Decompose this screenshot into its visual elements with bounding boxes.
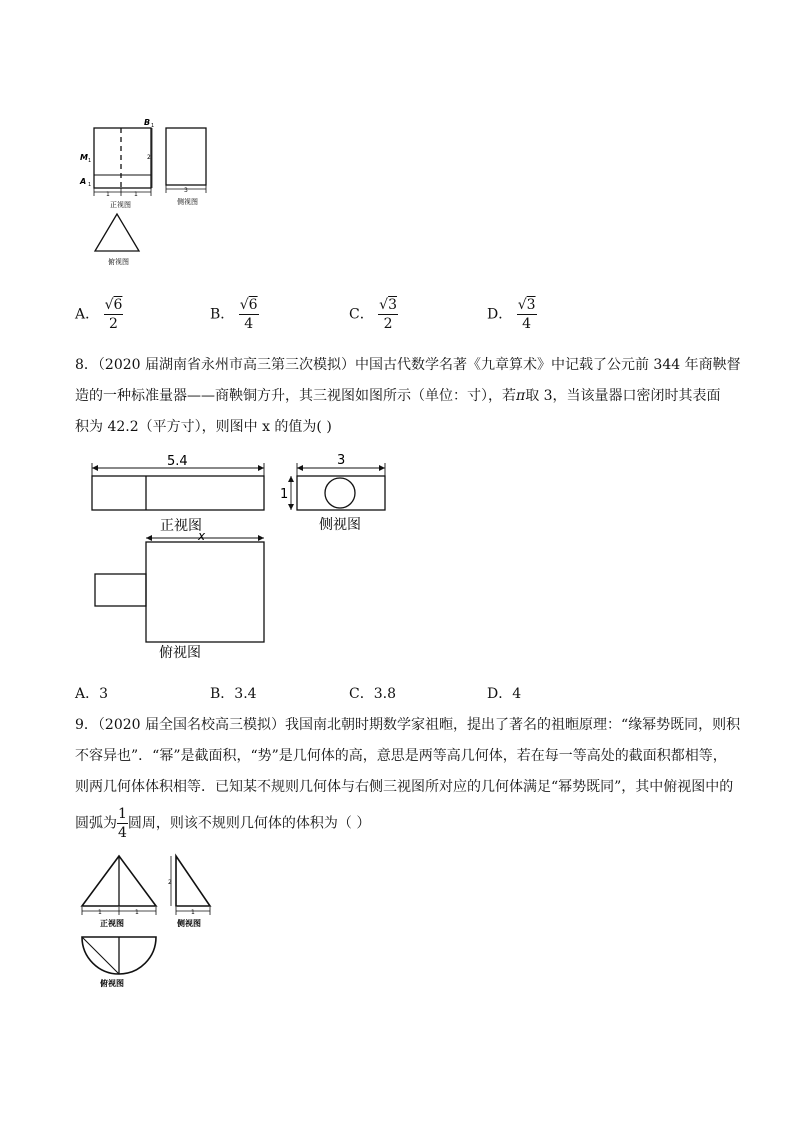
q7-front-caption: 正视图 — [110, 201, 131, 209]
q9-frac-num: 1 — [118, 806, 127, 822]
q7-option-d-letter: D． — [487, 306, 513, 323]
q8-three-view-figure — [88, 452, 398, 666]
q8-side-view-circle — [325, 478, 355, 508]
q9-front-caption: 正视图 — [100, 919, 124, 928]
q7-label-m1: M — [80, 153, 88, 162]
q7-option-b[interactable] — [210, 296, 259, 333]
q7-side-dim-label: 3 — [184, 187, 188, 194]
q8-top-caption: 俯视图 — [159, 645, 201, 661]
q8-height-label: 1 — [280, 487, 289, 502]
q7-option-a-radicand: 6 — [113, 297, 123, 313]
q7-option-c-den: 2 — [383, 316, 393, 332]
q8-option-d[interactable] — [487, 687, 521, 701]
q8-option-a-letter: A． — [75, 686, 100, 702]
q7-label-a1: A — [80, 177, 87, 186]
q8-option-b[interactable] — [210, 687, 257, 701]
q7-front-dim-label: 1 — [106, 191, 110, 198]
q8-option-b-value: 3.4 — [234, 686, 257, 702]
q8-line-3: 积为 42.2（平方寸），则图中 x 的值为( ) — [75, 419, 332, 435]
q8-side-caption: 侧视图 — [319, 517, 361, 533]
q8-top-view-rect — [146, 542, 264, 642]
q7-label-a1-sub: 1 — [88, 182, 92, 188]
sqrt-symbol: √ — [239, 297, 249, 313]
sqrt-symbol: √ — [104, 297, 114, 313]
sqrt-symbol: √ — [517, 297, 527, 313]
q8-top-len-label: x — [198, 529, 206, 543]
q7-three-view-figure — [78, 112, 228, 272]
q8-line-2b: 取 3，当该量器口密闭时其表面 — [525, 388, 721, 404]
q7-option-a-letter: A． — [75, 306, 100, 323]
q7-option-d-radicand: 3 — [526, 297, 536, 313]
q9-front-dim2-label: 1 — [135, 909, 139, 916]
q8-option-d-value: 4 — [512, 686, 522, 702]
q7-option-b-den: 4 — [244, 316, 254, 332]
q9-line-3: 则两几何体体积相等．已知某不规则几何体与右侧三视图所对应的几何体满足“幂势既同”，其中俯视图中的 — [75, 779, 734, 795]
q7-option-c-radicand: 3 — [388, 297, 398, 313]
q7-label-b1: B — [144, 118, 151, 127]
q7-side-view-rect — [166, 128, 206, 185]
q7-option-b-letter: B． — [210, 306, 235, 323]
q8-option-a[interactable] — [75, 687, 108, 701]
q9-side-caption: 侧视图 — [177, 919, 201, 928]
q7-option-a[interactable] — [75, 296, 123, 333]
q7-label-m1-sub: 1 — [88, 158, 92, 164]
q7-front-view-rect — [94, 128, 151, 188]
q7-front-dim2-label: 1 — [134, 191, 138, 198]
q7-option-c-letter: C． — [349, 306, 374, 323]
q9-line-4 — [75, 805, 370, 842]
q9-height-label: 2 — [168, 879, 172, 886]
q8-line-1: 8．（2020 届湖南省永州市高三第三次模拟）中国古代数学名著《九章算术》中记载了公元前 344 年商鞅督 — [75, 357, 741, 373]
q7-option-c-frac — [378, 296, 398, 333]
q7-top-view-triangle — [95, 214, 139, 251]
q7-label-b1-sub: 1 — [151, 123, 155, 129]
q7-option-a-den: 2 — [109, 316, 118, 332]
q7-option-d-den: 4 — [522, 316, 532, 332]
q8-pi: π — [516, 388, 526, 404]
q7-option-b-frac — [239, 296, 259, 333]
q9-fraction — [117, 805, 128, 842]
q7-side-caption: 侧视图 — [177, 198, 198, 206]
q7-option-b-radicand: 6 — [248, 297, 258, 313]
q8-front-caption: 正视图 — [160, 518, 202, 534]
q9-three-view-figure — [76, 852, 226, 992]
q7-option-d-frac — [517, 296, 537, 333]
q9-side-dim-label: 1 — [191, 909, 195, 916]
q7-option-c[interactable] — [349, 296, 398, 333]
q7-option-d[interactable] — [487, 296, 537, 333]
q8-line-2a: 造的一种标准量器——商鞅铜方升，其三视图如图所示（单位：寸），若 — [75, 388, 516, 404]
q9-line-4b: 圆周，则该不规则几何体的体积为（ ） — [127, 815, 371, 832]
q8-option-d-letter: D． — [487, 686, 513, 702]
q8-line-2 — [75, 389, 721, 403]
q8-front-view-rect — [92, 476, 264, 510]
q7-height-label: 2 — [147, 154, 151, 161]
q8-side-view-rect — [297, 476, 385, 510]
q9-line-2: 不容异也”．“幂”是截面积，“势”是几何体的高，意思是两等高几何体，若在每一等高处的截面积都相等， — [75, 748, 727, 764]
q8-option-c-value: 3.8 — [373, 686, 396, 702]
q8-top-view-handle — [95, 574, 146, 606]
q8-side-len-label: 3 — [337, 453, 346, 468]
q8-option-b-letter: B． — [210, 686, 235, 702]
q9-top-caption: 俯视图 — [100, 979, 124, 988]
q9-side-view-triangle — [176, 856, 210, 906]
q8-option-c-letter: C． — [349, 686, 374, 702]
q9-front-dim-label: 1 — [98, 909, 102, 916]
q8-option-a-value: 3 — [99, 686, 109, 702]
q8-front-len-label: 5.4 — [167, 454, 188, 469]
q8-option-c[interactable] — [349, 687, 396, 701]
q7-option-a-frac — [104, 296, 124, 333]
q9-frac-den: 4 — [118, 825, 127, 841]
q9-line-1: 9．（2020 届全国名校高三模拟）我国南北朝时期数学家祖暅，提出了著名的祖暅原理：“缘幂势既同，则积 — [75, 717, 741, 733]
sqrt-symbol: √ — [379, 297, 389, 313]
q7-top-caption: 俯视图 — [108, 258, 129, 266]
q9-line-4a: 圆弧为 — [75, 815, 117, 832]
